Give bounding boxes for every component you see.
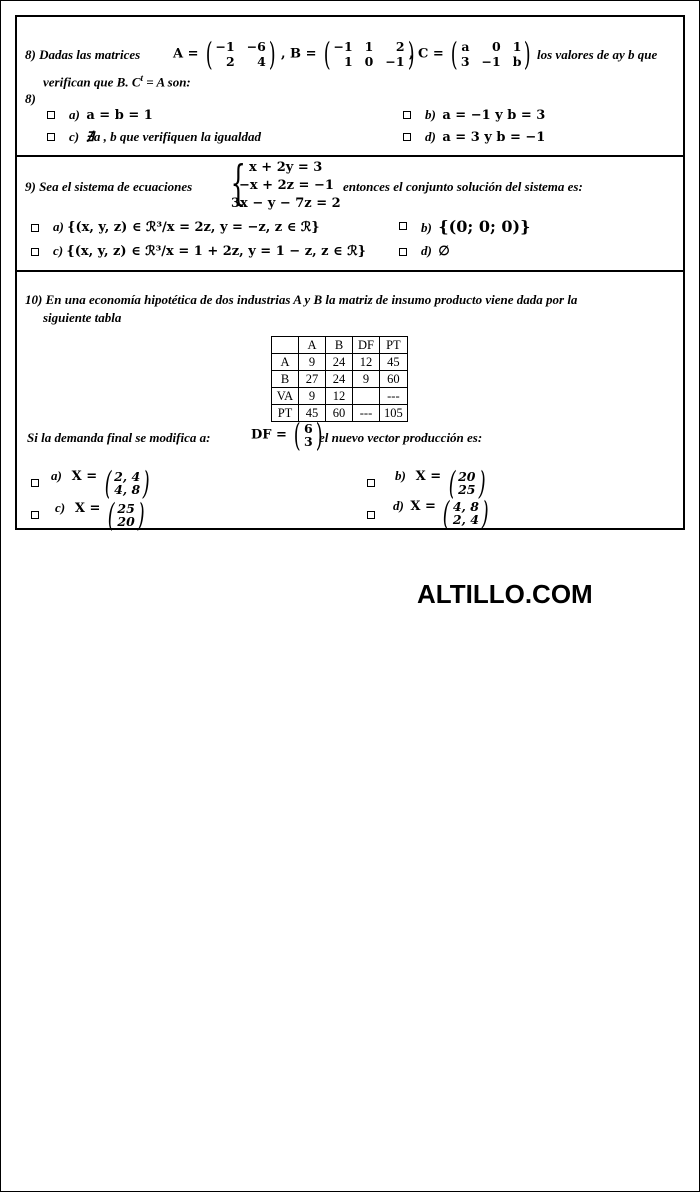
q10-line1: 10) En una economía hipotética de dos industrias A y B la matriz de insumo producto viene dada por la	[25, 292, 578, 307]
q10-option-a: a) X = ( 2, 4 4, 8 )	[51, 464, 150, 502]
q10-df-prefix: Si la demanda final se modifica a:	[27, 430, 211, 445]
altillo-logo[interactable]: ALTILLO.COM	[417, 579, 593, 609]
q9-option-a-checkbox[interactable]	[31, 224, 39, 232]
eq-2: −x + 2z = −1	[239, 178, 334, 193]
q10-option-c-checkbox[interactable]	[31, 511, 39, 519]
q9-option-a: a) {(x, y, z) ∈ ℛ³/x = 2z, y = −z, z ∈ ℛ}	[53, 219, 320, 235]
q8-option-b-checkbox[interactable]	[403, 111, 411, 119]
table-row: VA 9 12 ---	[272, 388, 408, 405]
q8-option-b: b) a = −1 y b = 3	[425, 107, 546, 123]
question-10	[15, 270, 685, 534]
q8-line2: verifican que B. $C^t = A$ son:	[43, 73, 191, 90]
q8-suffix: los valores de ay b que	[537, 47, 658, 62]
q10-line2: siguiente tabla	[43, 310, 122, 325]
q9-suffix: entonces el conjunto solución del sistema es:	[343, 179, 583, 194]
table-row: PT 45 60 --- 105	[272, 405, 408, 422]
q8-option-c-checkbox[interactable]	[47, 133, 55, 141]
question-9: 9) Sea el sistema de ecuaciones { x + 2y = 3 −x + 2z = −1 3x − y − 7z = 2 entonces el conjunto solución del sistema es: a) {(x, y, z) ∈ ℛ³/x = 2z, y = −z, z ∈ ℛ} b) {(0; 0; 0)} c) {(x, y, z) ∈ ℛ³/x = 1 + 2z, y = 1 − z, z ∈ ℛ} d) ∅	[15, 155, 685, 272]
q8-option-c: c) ∄a , b que verifiquen la igualdad	[69, 129, 262, 144]
io-table	[271, 336, 408, 422]
q8-repeat: 8)	[25, 91, 36, 106]
q8-option-d-checkbox[interactable]	[403, 133, 411, 141]
matrix-b: , B = ( −1 1 2 1 0 −1 )	[281, 35, 415, 73]
matrix-c: , C = ( a 0 1 3 −1 b )	[409, 35, 532, 73]
question-8	[15, 15, 685, 157]
q8-prefix: 8) Dadas las matrices	[25, 47, 141, 62]
q10-option-b: b) X = ( 20 25 )	[395, 464, 486, 502]
q9-option-d-checkbox[interactable]	[399, 248, 407, 256]
table-row: A 9 24 12 45	[272, 354, 408, 371]
q8-option-a-checkbox[interactable]	[47, 111, 55, 119]
q9-option-d: d) ∅	[421, 243, 450, 259]
table-row: A B DF PT	[272, 337, 408, 354]
q8-option-a: a) a = b = 1	[69, 107, 153, 123]
table-row: B 27 24 9 60	[272, 371, 408, 388]
q10-option-b-checkbox[interactable]	[367, 479, 375, 487]
df-vector: DF = ( 6 3 )	[251, 416, 323, 454]
q9-option-c: c) {(x, y, z) ∈ ℛ³/x = 1 + 2z, y = 1 − z, z ∈ ℛ}	[53, 243, 366, 259]
q9-option-b: b) {(0; 0; 0)}	[421, 217, 531, 236]
eq-3: 3x − y − 7z = 2	[231, 196, 341, 211]
q10-df-suffix: el nuevo vector producción es:	[319, 430, 483, 445]
q8-option-d: d) a = 3 y b = −1	[425, 129, 546, 145]
q9-option-b-checkbox[interactable]	[399, 222, 407, 230]
q10-option-a-checkbox[interactable]	[31, 479, 39, 487]
q9-option-c-checkbox[interactable]	[31, 248, 39, 256]
q9-prefix: 9) Sea el sistema de ecuaciones	[25, 179, 193, 194]
q10-option-c: c) X = ( 25 20 )	[55, 496, 145, 534]
eq-1: x + 2y = 3	[249, 160, 323, 175]
matrix-a: A = ( −1 −6 2 4 )	[173, 35, 276, 73]
q10-option-d: d) X = ( 4, 8 2, 4 )	[393, 494, 489, 532]
q10-option-d-checkbox[interactable]	[367, 511, 375, 519]
